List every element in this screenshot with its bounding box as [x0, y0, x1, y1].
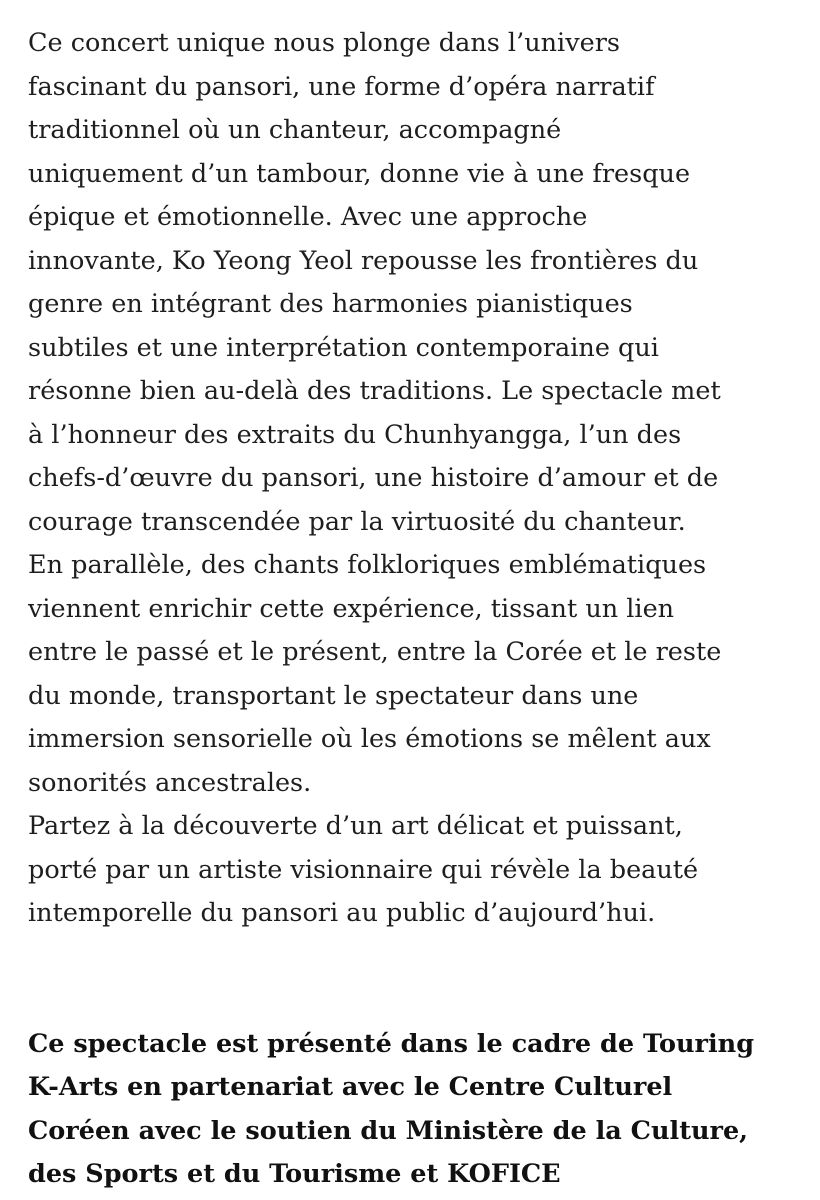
description-line: intemporelle du pansori au public d’aujourd’hui. — [28, 898, 656, 928]
description-line: à l’honneur des extraits du Chunhyangga, l’un des — [28, 419, 682, 450]
description-line: chefs-d’œuvre du pansori, une histoire d’amour et de — [28, 463, 719, 493]
description-line: résonne bien au-delà des traditions. Le spectacle met — [28, 376, 721, 406]
description-line: genre en intégrant des harmonies pianistiques — [28, 289, 633, 319]
paragraph-spacer — [28, 936, 808, 1023]
description-line: épique et émotionnelle. Avec une approche — [28, 202, 588, 232]
description-line: uniquement d’un tambour, donne vie à une fresque — [28, 158, 691, 189]
partnership-notice — [28, 1023, 808, 1197]
description-line: entre le passé et le présent, entre la Corée et le reste — [28, 637, 722, 667]
description-line: Partez à la découverte d’un art délicat et puissant, — [28, 811, 683, 841]
description-line: courage transcendée par la virtuosité du chanteur. — [28, 506, 686, 537]
partnership-line: K-Arts en partenariat avec le Centre Culturel — [28, 1072, 673, 1102]
description-paragraph — [28, 22, 808, 936]
description-line: innovante, Ko Yeong Yeol repousse les frontières du — [28, 245, 699, 276]
partnership-line: Coréen avec le soutien du Ministère de la Culture, — [28, 1115, 749, 1146]
partnership-line: Ce spectacle est présenté dans le cadre de Touring — [28, 1028, 755, 1059]
description-line: En parallèle, des chants folkloriques emblématiques — [28, 550, 707, 580]
article-body — [28, 22, 808, 1197]
description-line: sonorités ancestrales. — [28, 767, 312, 798]
description-line: immersion sensorielle où les émotions se mêlent aux — [28, 724, 711, 754]
description-line: porté par un artiste visionnaire qui révèle la beauté — [28, 854, 699, 885]
description-line: du monde, transportant le spectateur dans une — [28, 680, 639, 711]
partnership-line: des Sports et du Tourisme et KOFICE — [28, 1159, 561, 1189]
description-line: Ce concert unique nous plonge dans l’univers — [28, 28, 620, 58]
description-line: traditionnel où un chanteur, accompagné — [28, 115, 562, 145]
description-line: fascinant du pansori, une forme d’opéra narratif — [28, 71, 655, 102]
description-line: subtiles et une interprétation contemporaine qui — [28, 332, 659, 363]
description-line: viennent enrichir cette expérience, tissant un lien — [28, 593, 675, 624]
